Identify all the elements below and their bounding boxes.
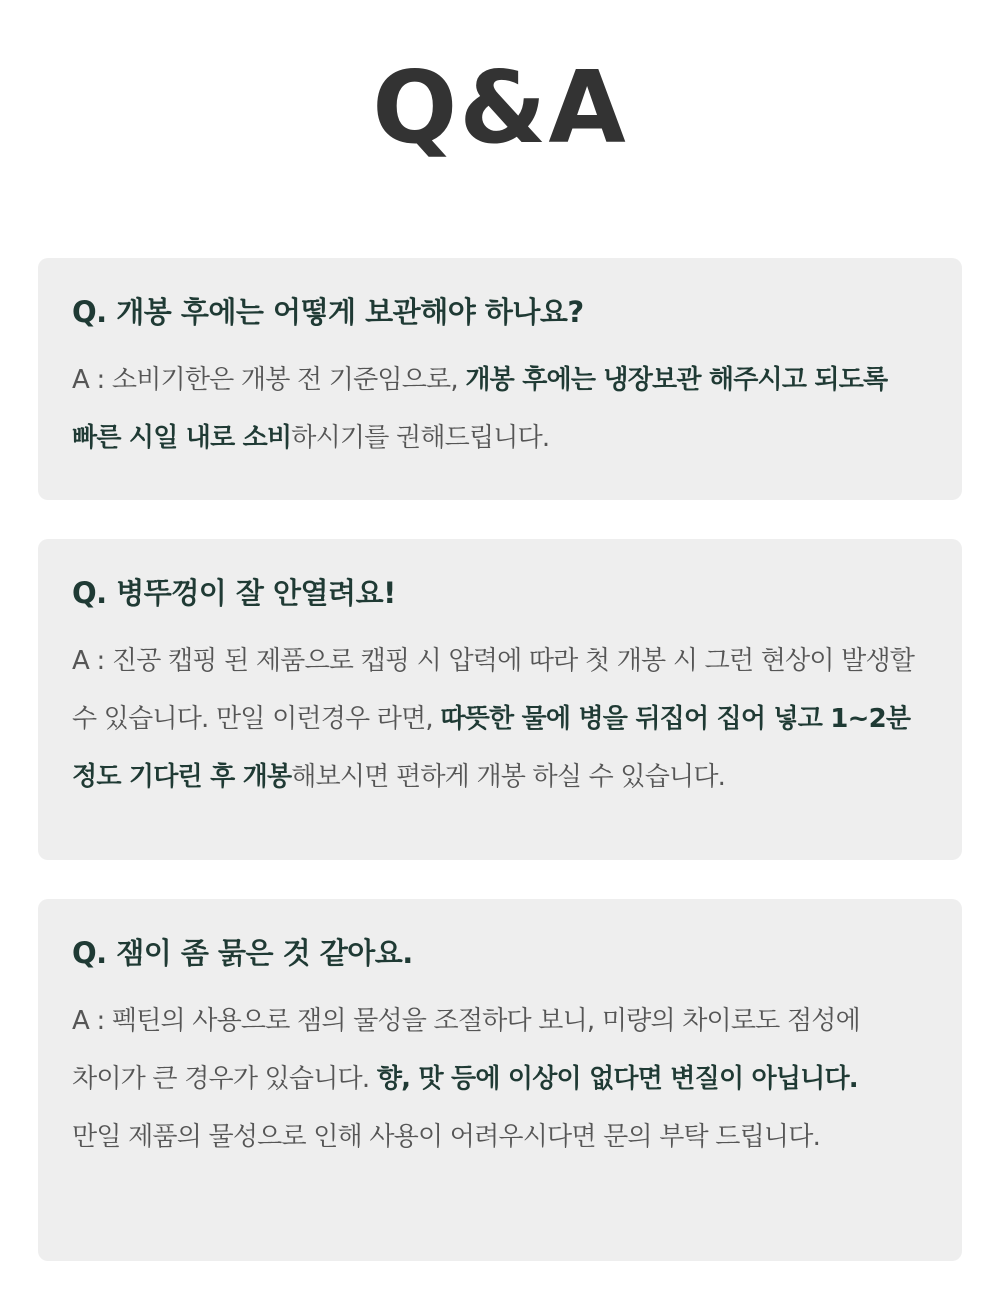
answer-line: A : 펙틴의 사용으로 잼의 물성을 조절하다 보니, 미량의 차이로도 점성에: [72, 1006, 860, 1036]
qa-card-storage: [38, 258, 962, 500]
answer-segment: 해보시면 편하게 개봉 하실 수 있습니다.: [291, 762, 726, 792]
answer-line: A : 진공 캡핑 된 제품으로 캡핑 시 압력에 따라 첫 개봉 시 그런 현상이 발생할: [72, 646, 915, 676]
answer-text: [72, 632, 928, 806]
answer-segment: A : 소비기한은 개봉 전 기준임으로,: [72, 365, 466, 395]
answer-line: [72, 748, 928, 806]
answer-highlight: 따뜻한 물에 병을 뒤집어 집어 넣고 1~2분: [440, 704, 911, 734]
answer-text: [72, 992, 928, 1166]
page-title: Q&A: [372, 49, 628, 166]
question-text: Q. 개봉 후에는 어떻게 보관해야 하나요?: [72, 295, 584, 329]
answer-highlight: 빠른 시일 내로 소비: [72, 423, 292, 453]
answer-line: 만일 제품의 물성으로 인해 사용이 어려우시다면 문의 부탁 드립니다.: [72, 1122, 821, 1152]
answer-highlight: 정도 기다린 후 개봉: [72, 762, 292, 792]
answer-segment: 하시기를 권해드립니다.: [291, 423, 550, 453]
answer-segment: 수 있습니다. 만일 이런경우 라면,: [72, 704, 441, 734]
answer-line: [72, 351, 928, 409]
answer-text: [72, 351, 928, 467]
answer-line: [72, 1050, 928, 1108]
answer-segment: 차이가 큰 경우가 있습니다.: [72, 1064, 377, 1094]
answer-highlight: 개봉 후에는 냉장보관 해주시고 되도록: [465, 365, 888, 395]
question-text: Q. 병뚜껑이 잘 안열려요!: [72, 576, 396, 610]
qa-card-bottle-cap: [38, 539, 962, 860]
answer-highlight: 향, 맛 등에 이상이 없다면 변질이 아닙니다.: [376, 1064, 858, 1094]
answer-line: [72, 690, 928, 748]
question-text: Q. 잼이 좀 묽은 것 같아요.: [72, 936, 413, 970]
answer-line: [72, 409, 928, 467]
qa-card-jam-texture: [38, 899, 962, 1261]
